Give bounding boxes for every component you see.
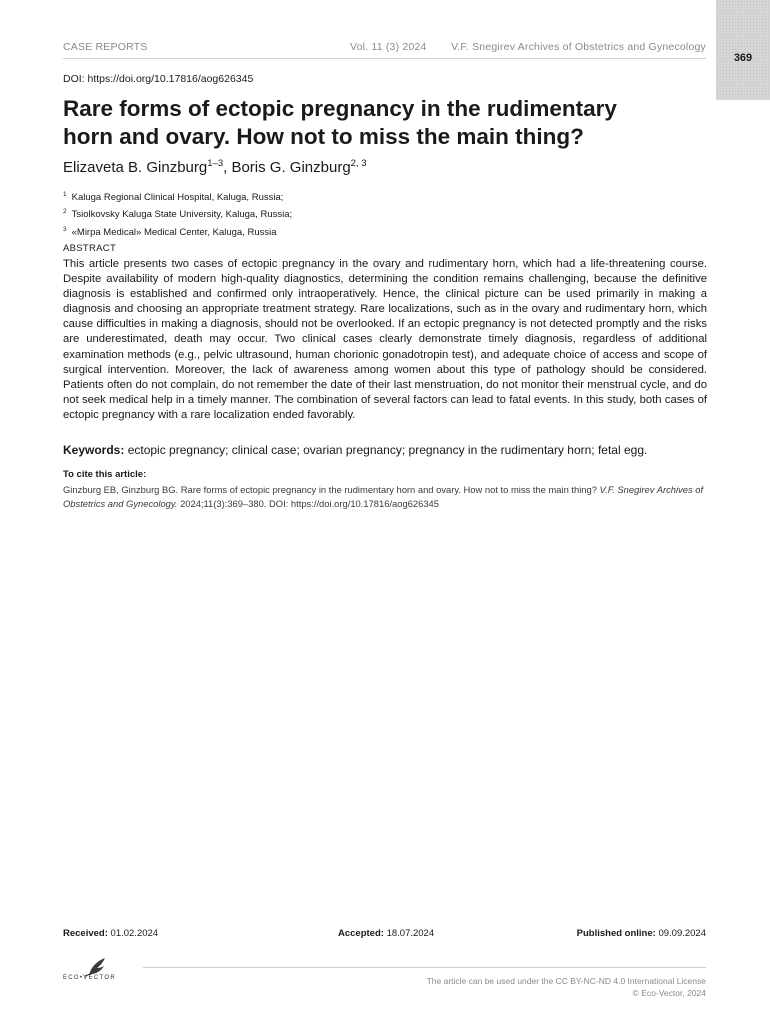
license-line[interactable]: The article can be used under the CC BY-NC-ND 4.0 International License [426, 976, 706, 986]
page-number-tab [716, 0, 770, 100]
keywords-text: ectopic pregnancy; clinical case; ovarian pregnancy; pregnancy in the rudimentary horn; fetal egg. [127, 443, 648, 457]
accepted-date: Accepted: 18.07.2024 [338, 928, 435, 939]
affiliation-item: $^1$ Kaluga Regional Clinical Hospital, Kaluga, Russia; [63, 191, 284, 204]
license-notice [427, 976, 706, 999]
abstract-heading: ABSTRACT [63, 243, 117, 254]
author-name: Elizaveta B. Ginzburg [63, 159, 208, 176]
affiliation-item: $^2$ Tsiolkovsky Kaluga State University, Kaluga, Russia; [63, 208, 293, 221]
copyright-line: © Eco-Vector, 2024 [632, 987, 706, 998]
logo-text: ECO•VECTOR [63, 975, 116, 981]
citation-journal: V.F. Snegirev Archives of Obstetrics and Gynecology. [63, 484, 704, 509]
doi-link[interactable]: DOI: https://doi.org/10.17816/aog626345 [63, 73, 254, 85]
volume-label: Vol. 11 (3) 2024 [350, 41, 427, 53]
journal-name: V.F. Snegirev Archives of Obstetrics and Gynecology [451, 41, 706, 53]
author-affiliation-sup: 1–3 [207, 158, 224, 169]
published-date: Published online: 09.09.2024 [576, 928, 706, 939]
author-list: Elizaveta B. Ginzburg$^{1-3}$, Boris G. Ginzburg$^{2, 3}$ [63, 158, 367, 176]
citation-text: Ginzburg EB, Ginzburg BG. Rare forms of ectopic pregnancy in the rudimentary horn and ovary. How not to miss the main thing? V.F. Snegirev Archives of Obstetrics and Gynecology. 2024;11(3):369–380. DOI: https://doi.org/10.17816/aog626345 [63, 484, 704, 509]
affiliation-list [63, 188, 292, 240]
affiliation-item: $^3$ «Mirpa Medical» Medical Center, Kaluga, Russia [63, 225, 277, 238]
author-affiliation-sup: 2, 3 [350, 158, 367, 169]
citation-heading: To cite this article: [63, 469, 147, 480]
header-divider [63, 58, 706, 59]
keywords-line [63, 443, 647, 457]
footer-divider [143, 967, 706, 968]
citation-details: 2024;11(3):369–380. DOI: https://doi.org/10.17816/aog626345 [180, 498, 439, 509]
page-number: 369 [733, 52, 753, 64]
abstract-text: This article presents two cases of ectopic pregnancy in the ovary and rudimentary horn, which had a life-threatening course. Despite availability of modern high-quality diagnostics, determining the condition remains challenging, because the definitive diagnosis is established and confirmed only intraoperatively. Hence, the clinical picture can be used primarily in making a diagnosis and choosing an appropriate treatment strategy. Rare localizations, such as in the ovary and rudimentary horn, which cause difficulties in making a diagnosis, should not be overlooked. If an ectopic pregnancy is not detected promptly and the risks are underestimated, death may occur. Two clinical cases clearly demonstrate timely diagnosis, regardless of additional examination methods (e.g., pelvic ultrasound, human chorionic gonadotropin test), and adequate choice of access and scope of surgical intervention. Moreover, the lack of awareness among women about this type of pathology should be considered. Patients often do not complain, do not remember the date of their last menstruation, do not monitor their menstrual cycle, and do not seek medical help in a timely manner. The combination of several factors can lead to fatal events. In this study, both cases of ectopic pregnancy with a rare localization ended favorably. [63, 258, 707, 421]
section-label: CASE REPORTS [63, 41, 148, 53]
keywords-label: Keywords: [63, 443, 125, 457]
received-date: Received: 01.02.2024 [63, 928, 159, 939]
author-name: Boris G. Ginzburg [231, 159, 351, 176]
article-title: Rare forms of ectopic pregnancy in the rudimentary horn and ovary. How not to miss the main thing? [63, 96, 617, 149]
